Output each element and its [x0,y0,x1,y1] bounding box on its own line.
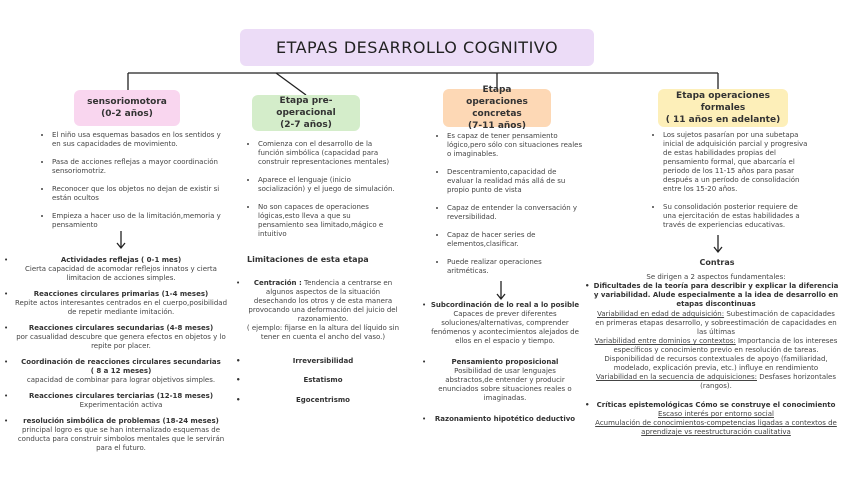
limitation-item: • Irreversibilidad [244,357,402,366]
col2-bullets [247,140,395,248]
var3-text: Desfases horizontales (rangos). [700,373,837,390]
var1-text: Subestimación de capacidades en primeras etapas desarrollo, y sobreestimación de capacidades en las últimas [595,310,837,336]
sub-item-text: Posibilidad de usar lenguajes abstractos,de entender y producir enunciados sobre situaciones reales o imaginadas. [438,367,572,402]
contras-critics: • Críticas epistemológicas Cómo se construye el conocimiento [593,401,839,410]
stage-preoperacional [252,95,360,131]
limitations-title: Limitaciones de esta etapa [247,255,369,264]
limitation-egocentrismo [244,396,402,405]
contras-var2 [593,337,839,373]
stage-ages: ( 11 años en adelante) [665,115,781,125]
list-item: • Empieza a hacer uso de la limitación,memoria y pensamiento [52,212,229,230]
sub-item-text: Capaces de prever diferentes soluciones/alternativas, comprender fenómenos y acontecimientos alejados de ellos en el espacio y tiempo. [431,310,579,345]
contras-intro: Se dirigen a 2 aspectos fundamentales: [646,273,786,281]
limitation-irreversibilidad [244,357,402,366]
centracion-label: Centración : [253,279,302,287]
contras-var3 [593,373,839,391]
list-item: • Su consolidación posterior requiere de una ejercitación de estas habilidades a través de experiencias educativas. [663,203,810,230]
substage [12,392,230,410]
stage-ages: (7-11 años) [468,121,526,131]
sub-item [430,301,580,346]
substage-title: • Reacciones circulares secundarias (4-8 meses) [28,324,214,332]
list-item: • Capaz de hacer series de elementos,clasificar. [447,231,584,249]
sub-item [430,358,580,403]
stage-name: Etapa pre-operacional [276,96,336,118]
list-item: • Capaz de entender la conversación y reversibilidad. [447,204,584,222]
limitation-estatismo [244,376,402,385]
diagram-title [240,29,594,66]
sub-item-title: • Pensamiento proposicional [451,358,559,366]
list-item: • Los sujetos pasarían por una subetapa inicial de adquisición parcial y progresiva de estas habilidades propias del pensamiento formal, que abarcaría el periodo de los 11-15 años para pasar después a un período de consolidación entre los 15-20 años. [663,131,810,194]
stage-operaciones-concretas [443,85,551,131]
substage-text: Experimentación activa [79,401,163,409]
substage-text: capacidad de combinar para lograr objetivos simples. [26,376,216,384]
col3-bullets [436,132,584,285]
contras-title: Contras [699,258,735,267]
stage-ages: (0-2 años) [101,109,153,119]
substage-text: por casualidad descubre que genera efectos en objetos y lo repite por placer. [16,333,226,350]
stage-name: Etapa operaciones formales [676,91,770,113]
sub-item-title: • Razonamiento hipotético deductivo [434,415,576,423]
contras-block [593,273,839,437]
sub-item-title: • Subcordinación de lo real a lo posible [430,301,580,309]
contras-difficulty: • Dificultades de la teoría para describir y explicar la diferencia y variabilidad. Alude especialmente a la idea de desarrollo en etapas discontinuas [593,282,839,309]
substage-title: • Coordinación de reacciones circulares secundarias [21,358,221,366]
substage-text: Cierta capacidad de acomodar reflejos innatos y cierta limitacion de acciones simples. [25,265,217,282]
var2-label: Variabilidad entre dominios y contextos: [594,337,736,345]
var3-label: Variabilidad en la secuencia de adquisiciones: [595,373,757,381]
diagram-title-text: ETAPAS DESARROLLO COGNITIVO [275,38,559,57]
substage [12,256,230,283]
stage-name: Etapa operaciones concretas [466,85,528,119]
substage-title: • Reacciones circulares primarias (1-4 meses) [33,290,209,298]
substage [12,417,230,453]
list-item: • Es capaz de tener pensamiento lógico,pero sólo con situaciones reales o imaginables. [447,132,584,159]
col3-subitems [430,301,580,424]
substage [12,290,230,317]
substage [12,358,230,385]
critic-2: Acumulación de conocimientos-competencias ligadas a contextos de aprendizaje vs reestructuración cualitativa [595,419,837,436]
list-item: • Puede realizar operaciones aritméticas. [447,258,584,276]
list-item: • Comienza con el desarrollo de la función simbólica (capacidad para construir representaciones mentales) [258,140,395,167]
list-item: • El niño usa esquemas basados en los sentidos y en sus capacidades de movimiento. [52,131,229,149]
substage-subtitle: ( 8 a 12 meses) [90,367,152,375]
stage-sensoriomotora [74,90,180,126]
list-item: • Descentramiento,capacidad de evaluar la realidad más allá de su propio punto de vista [447,168,584,195]
stage-operaciones-formales [658,89,788,127]
substage [12,324,230,351]
list-item: • No son capaces de operaciones lógicas,esto lleva a que su pensamiento sea limitado,mágico e intuitivo [258,203,395,239]
centracion-text: Tendencia a centrarse en algunos aspectos de la situación desechando los otros y de esta manera provocando una deformación del juicio del razonamiento. [248,279,398,323]
substage-text: principal logro es que se han internalizado esquemas de conducta para construir simbolos mentales que le servirán para el futuro. [17,426,225,452]
col1-substages [12,256,230,453]
list-item: • Aparece el lenguaje (inicio socialización) y el juego de simulación. [258,176,395,194]
stage-name: sensoriomotora [87,97,167,107]
critic-1: Escaso interés por entorno social [658,410,774,418]
list-item: • Pasa de acciones reflejas a mayor coordinación sensoriomotriz. [52,158,229,176]
substage-title: • Actividades reflejas ( 0-1 mes) [60,256,182,264]
substage-title: • Reacciones circulares terciarias (12-18 meses) [28,392,214,400]
col4-bullets [652,131,810,239]
substage-text: Repite actos interesantes centrados en el cuerpo,posibilidad de repetir mediante imitación. [14,299,228,316]
contras-var1 [593,310,839,337]
limitation-item: • Estatismo [244,376,402,385]
centracion-example: ( ejemplo: fijarse en la altura del líquido sin tener en cuenta el ancho del vaso.) [246,324,400,341]
substage-title: • resolución simbólica de problemas (18-24 meses) [23,417,219,425]
stage-ages: (2-7 años) [280,120,332,130]
centracion-block [244,279,402,342]
var1-label: Variabilidad en edad de adquisición: [597,310,725,318]
connector-stage2 [276,73,306,95]
sub-item [430,415,580,424]
limitation-item: • Egocentrismo [244,396,402,405]
col1-bullets [41,131,229,239]
var2-text: Importancia de los intereses específicos y conocimiento previo en resolución de tareas. Disponibilidad de recursos contextuales de apoyo (familiaridad, modelado, explicación previa, etc.) influye en rendimiento [604,337,838,372]
centracion-item [244,279,402,324]
list-item: • Reconocer que los objetos no dejan de existir si están ocultos [52,185,229,203]
